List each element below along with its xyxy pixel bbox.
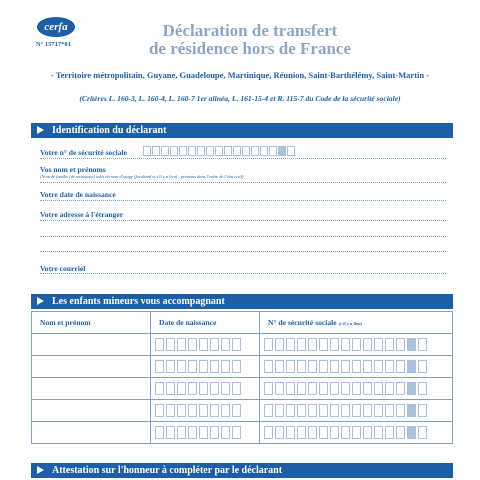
digit-box[interactable] (232, 338, 241, 351)
digit-box[interactable] (286, 426, 295, 439)
col-ssn-label: N° de sécurité sociale (268, 318, 337, 327)
name-label: Vos nom et prénoms (40, 165, 106, 174)
digit-box[interactable] (155, 360, 164, 373)
digit-box[interactable] (210, 382, 219, 395)
digit-box[interactable] (385, 360, 394, 373)
digit-box[interactable] (221, 426, 230, 439)
section-children-header (31, 294, 453, 309)
digit-box[interactable] (155, 404, 164, 417)
child-birthdate-input[interactable] (151, 426, 259, 439)
digit-box[interactable] (188, 382, 197, 395)
child-ssn-input[interactable] (260, 338, 452, 351)
digit-box[interactable] (330, 382, 339, 395)
digit-box[interactable] (275, 338, 284, 351)
digit-box[interactable] (210, 360, 219, 373)
digit-box[interactable] (363, 382, 372, 395)
table-row (32, 422, 453, 444)
digit-box[interactable] (297, 426, 306, 439)
ssn-digit-box[interactable] (242, 146, 250, 156)
digit-box[interactable] (188, 338, 197, 351)
digit-box[interactable] (308, 426, 317, 439)
digit-box[interactable] (210, 426, 219, 439)
ssn-digit-box[interactable] (206, 146, 214, 156)
child-ssn-input[interactable] (260, 382, 452, 395)
digit-box[interactable] (297, 382, 306, 395)
digit-box[interactable] (166, 426, 175, 439)
digit-box[interactable] (188, 404, 197, 417)
digit-box[interactable] (199, 382, 208, 395)
form-title-line1: Déclaration de transfert (162, 21, 338, 40)
legal-reference: (Critères L. 160-3, L. 160-4, L. 160-7 1er alinéa, L. 161-15-4 et R. 115-7 du Code de la sécurité sociale) (79, 94, 401, 103)
digit-box[interactable] (374, 426, 383, 439)
digit-box[interactable] (418, 360, 427, 373)
digit-box[interactable] (319, 404, 328, 417)
ssn-digit-box[interactable] (224, 146, 232, 156)
name-field[interactable] (40, 182, 446, 183)
digit-box[interactable] (155, 382, 164, 395)
digit-box[interactable] (396, 360, 405, 373)
ssn-digit-box[interactable] (152, 146, 160, 156)
child-name-cell[interactable] (32, 400, 151, 422)
ssn-digit-box[interactable] (278, 146, 286, 156)
digit-box[interactable] (188, 360, 197, 373)
digit-box[interactable] (166, 338, 175, 351)
child-ssn-input[interactable] (260, 426, 452, 439)
digit-box[interactable] (221, 338, 230, 351)
section-title: Identification du déclarant (52, 125, 167, 136)
digit-box[interactable] (199, 426, 208, 439)
child-ssn-cell[interactable] (260, 356, 453, 378)
digit-box[interactable] (264, 360, 273, 373)
digit-box[interactable] (221, 382, 230, 395)
section-title: Les enfants mineurs vous accompagnant (52, 296, 225, 307)
digit-box[interactable] (330, 338, 339, 351)
child-birthdate-input[interactable] (151, 404, 259, 417)
child-birthdate-input[interactable] (151, 338, 259, 351)
digit-box[interactable] (155, 426, 164, 439)
digit-box[interactable] (418, 382, 427, 395)
digit-box[interactable] (319, 338, 328, 351)
child-name-cell[interactable] (32, 422, 151, 444)
digit-box[interactable] (341, 426, 350, 439)
digit-box[interactable] (407, 426, 416, 439)
email-field[interactable] (40, 273, 446, 274)
digit-box[interactable] (232, 382, 241, 395)
digit-box[interactable] (418, 426, 427, 439)
digit-box[interactable] (199, 338, 208, 351)
address-field-line2[interactable] (40, 236, 446, 237)
digit-box[interactable] (232, 404, 241, 417)
child-ssn-cell[interactable] (260, 422, 453, 444)
table-row (32, 356, 453, 378)
digit-box[interactable] (341, 404, 350, 417)
ssn-input[interactable] (143, 146, 295, 156)
child-ssn-cell[interactable] (260, 378, 453, 400)
digit-box[interactable] (330, 404, 339, 417)
territories-line: - Territoire métropolitain, Guyane, Guadeloupe, Martinique, Réunion, Saint-Barthélémy, Saint-Martin - (50, 70, 430, 80)
digit-box[interactable] (297, 404, 306, 417)
arrow-right-icon (37, 297, 44, 305)
digit-box[interactable] (177, 404, 186, 417)
digit-box[interactable] (232, 426, 241, 439)
digit-box[interactable] (308, 338, 317, 351)
digit-box[interactable] (264, 338, 273, 351)
digit-box[interactable] (374, 360, 383, 373)
child-birthdate-cell[interactable] (151, 356, 260, 378)
ssn-digit-box[interactable] (197, 146, 205, 156)
child-ssn-cell[interactable] (260, 334, 453, 356)
digit-box[interactable] (210, 338, 219, 351)
digit-box[interactable] (286, 360, 295, 373)
birthdate-label: Votre date de naissance (40, 190, 116, 199)
digit-box[interactable] (177, 360, 186, 373)
digit-box[interactable] (264, 404, 273, 417)
digit-box[interactable] (385, 426, 394, 439)
digit-box[interactable] (177, 382, 186, 395)
ssn-digit-box[interactable] (161, 146, 169, 156)
digit-box[interactable] (297, 360, 306, 373)
digit-box[interactable] (166, 404, 175, 417)
section-identification-header (31, 123, 453, 138)
child-name-cell[interactable] (32, 378, 151, 400)
digit-box[interactable] (330, 360, 339, 373)
digit-box[interactable] (319, 360, 328, 373)
digit-box[interactable] (177, 338, 186, 351)
children-table (31, 311, 453, 444)
digit-box[interactable] (418, 338, 427, 351)
digit-box[interactable] (341, 360, 350, 373)
digit-box[interactable] (396, 382, 405, 395)
child-birthdate-input[interactable] (151, 382, 259, 395)
digit-box[interactable] (297, 338, 306, 351)
child-ssn-input[interactable] (260, 404, 452, 417)
digit-box[interactable] (396, 404, 405, 417)
digit-box[interactable] (199, 404, 208, 417)
digit-box[interactable] (341, 382, 350, 395)
ssn-digit-box[interactable] (170, 146, 178, 156)
child-birthdate-cell[interactable] (151, 422, 260, 444)
digit-box[interactable] (396, 338, 405, 351)
digit-box[interactable] (341, 338, 350, 351)
col-name-header: Nom et prénom (32, 312, 151, 334)
digit-box[interactable] (155, 338, 164, 351)
table-row (32, 400, 453, 422)
digit-box[interactable] (407, 404, 416, 417)
digit-box[interactable] (352, 338, 361, 351)
arrow-right-icon (37, 126, 44, 134)
digit-box[interactable] (308, 360, 317, 373)
digit-box[interactable] (352, 404, 361, 417)
ssn-digit-box[interactable] (251, 146, 259, 156)
digit-box[interactable] (330, 426, 339, 439)
digit-box[interactable] (308, 404, 317, 417)
digit-box[interactable] (385, 338, 394, 351)
address-label: Votre adresse à l'étranger (40, 210, 124, 219)
digit-box[interactable] (286, 404, 295, 417)
digit-box[interactable] (374, 404, 383, 417)
digit-box[interactable] (374, 338, 383, 351)
ssn-dotline (40, 158, 446, 159)
digit-box[interactable] (352, 360, 361, 373)
ssn-digit-box[interactable] (179, 146, 187, 156)
cerfa-logo: cerfa (37, 17, 75, 37)
digit-box[interactable] (363, 338, 372, 351)
digit-box[interactable] (363, 360, 372, 373)
col-ssn-header (260, 312, 453, 334)
digit-box[interactable] (264, 382, 273, 395)
digit-box[interactable] (199, 360, 208, 373)
form-title-line2: de résidence hors de France (148, 39, 352, 58)
table-row (32, 334, 453, 356)
digit-box[interactable] (407, 360, 416, 373)
digit-box[interactable] (385, 382, 394, 395)
digit-box[interactable] (188, 426, 197, 439)
digit-box[interactable] (232, 360, 241, 373)
name-hint: (Nom de famille (de naissance) suivi du nom d'usage (facultatif et s'il y a lieu) ; prénoms dans l'ordre de l'état civil) (40, 174, 244, 179)
ssn-digit-box[interactable] (233, 146, 241, 156)
ssn-digit-box[interactable] (143, 146, 151, 156)
digit-box[interactable] (319, 426, 328, 439)
col-birthdate-header: Date de naissance (151, 312, 260, 334)
child-name-cell[interactable] (32, 356, 151, 378)
digit-box[interactable] (166, 360, 175, 373)
child-birthdate-cell[interactable] (151, 378, 260, 400)
child-name-cell[interactable] (32, 334, 151, 356)
ssn-digit-box[interactable] (188, 146, 196, 156)
digit-box[interactable] (385, 404, 394, 417)
child-ssn-cell[interactable] (260, 400, 453, 422)
digit-box[interactable] (275, 426, 284, 439)
form-number: N° 15717*01 (36, 41, 71, 48)
arrow-right-icon (37, 466, 44, 474)
digit-box[interactable] (308, 382, 317, 395)
digit-box[interactable] (363, 404, 372, 417)
digit-box[interactable] (210, 404, 219, 417)
ssn-digit-box[interactable] (260, 146, 268, 156)
table-row (32, 378, 453, 400)
digit-box[interactable] (418, 404, 427, 417)
child-ssn-input[interactable] (260, 360, 452, 373)
digit-box[interactable] (407, 382, 416, 395)
digit-box[interactable] (275, 360, 284, 373)
address-field-line1[interactable] (40, 220, 446, 221)
digit-box[interactable] (275, 404, 284, 417)
digit-box[interactable] (166, 382, 175, 395)
child-birthdate-input[interactable] (151, 360, 259, 373)
ssn-digit-box[interactable] (269, 146, 277, 156)
digit-box[interactable] (374, 382, 383, 395)
digit-box[interactable] (221, 360, 230, 373)
digit-box[interactable] (363, 426, 372, 439)
digit-box[interactable] (264, 426, 273, 439)
child-birthdate-cell[interactable] (151, 334, 260, 356)
address-field-line3[interactable] (40, 251, 446, 252)
email-label: Votre courriel (40, 264, 86, 273)
child-birthdate-cell[interactable] (151, 400, 260, 422)
digit-box[interactable] (286, 338, 295, 351)
ssn-digit-box[interactable] (215, 146, 223, 156)
digit-box[interactable] (286, 382, 295, 395)
ssn-digit-box[interactable] (287, 146, 295, 156)
birthdate-field[interactable] (40, 200, 446, 201)
ssn-label: Votre n° de sécurité sociale (40, 148, 127, 157)
digit-box[interactable] (177, 426, 186, 439)
digit-box[interactable] (319, 382, 328, 395)
digit-box[interactable] (396, 426, 405, 439)
digit-box[interactable] (275, 382, 284, 395)
digit-box[interactable] (407, 338, 416, 351)
digit-box[interactable] (352, 426, 361, 439)
section-attestation-header (31, 463, 453, 478)
digit-box[interactable] (352, 382, 361, 395)
digit-box[interactable] (221, 404, 230, 417)
section-title: Attestation sur l'honneur à compléter par le déclarant (52, 465, 283, 476)
col-ssn-hint: (s'il y a lieu) (338, 321, 363, 326)
